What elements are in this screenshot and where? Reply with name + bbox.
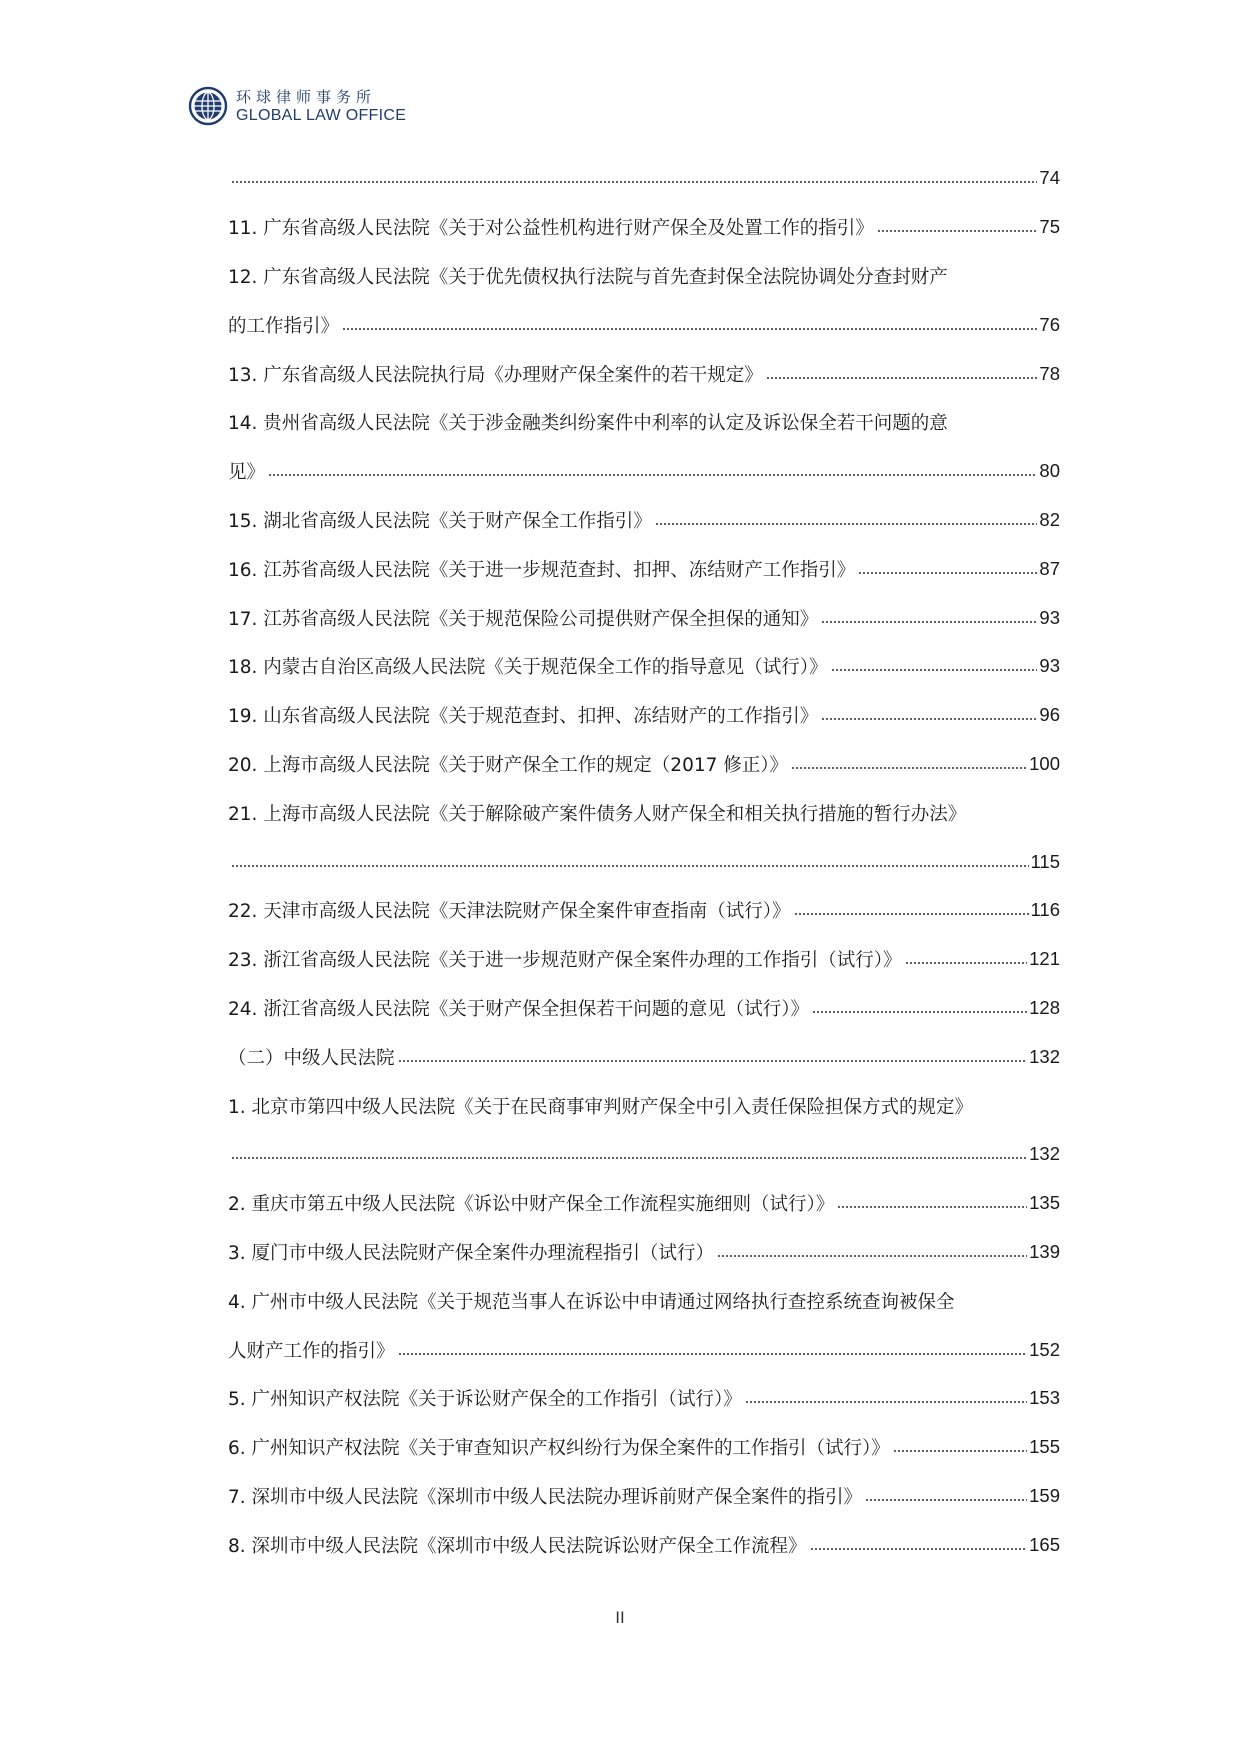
toc-page-number: 115: [1030, 850, 1060, 872]
toc-page-number: 132: [1029, 1143, 1060, 1165]
toc-page-number: 80: [1039, 460, 1060, 482]
toc-entry-title: 11. 广东省高级人民法院《关于对公益性机构进行财产保全及处置工作的指引》: [228, 218, 874, 240]
toc-entry-title: 16. 江苏省高级人民法院《关于进一步规范查封、扣押、冻结财产工作指引》: [228, 559, 856, 581]
toc-entry[interactable]: [228, 1472, 1060, 1521]
toc-entry[interactable]: [228, 1032, 1060, 1081]
toc-entry[interactable]: [228, 1423, 1060, 1472]
toc-entry[interactable]: [228, 642, 1060, 691]
toc-entry[interactable]: [228, 1276, 1060, 1325]
toc-entry-title: 20. 上海市高级人民法院《关于财产保全工作的规定（2017 修正）》: [228, 754, 789, 776]
toc-leader-dots: [342, 328, 1037, 330]
toc-entry-title: 5. 广州知识产权法院《关于诉讼财产保全的工作指引（试行）》: [228, 1389, 742, 1411]
toc-leader-dots: [398, 1060, 1028, 1062]
page-number: II: [615, 1608, 625, 1627]
logo-english-name: GLOBAL LAW OFFICE: [236, 106, 407, 124]
toc-entry[interactable]: [228, 1520, 1060, 1569]
toc-entry-title: 23. 浙江省高级人民法院《关于进一步规范财产保全案件办理的工作指引（试行）》: [228, 950, 902, 972]
toc-leader-dots: [810, 1548, 1028, 1550]
toc-page-number: 78: [1039, 362, 1060, 384]
toc-entry-title: 15. 湖北省高级人民法院《关于财产保全工作指引》: [228, 510, 652, 532]
toc-entry[interactable]: [228, 1325, 1060, 1374]
toc-entry[interactable]: [228, 984, 1060, 1033]
toc-page-number: 135: [1029, 1192, 1060, 1214]
toc-entry-title: 3. 厦门市中级人民法院财产保全案件办理流程指引（试行）: [228, 1242, 715, 1264]
toc-entry[interactable]: [228, 154, 1060, 203]
toc-entry[interactable]: [228, 935, 1060, 984]
globe-icon: [188, 86, 228, 126]
toc-page-number: 93: [1039, 606, 1060, 628]
toc-entry[interactable]: [228, 740, 1060, 789]
toc-entry-title: 8. 深圳市中级人民法院《深圳市中级人民法院诉讼财产保全工作流程》: [228, 1535, 807, 1557]
toc-page-number: 76: [1039, 313, 1060, 335]
toc-entry-title: 见》: [228, 462, 266, 484]
toc-page-number: 165: [1029, 1533, 1060, 1555]
toc-entry-title: 4. 广州市中级人民法院《关于规范当事人在诉讼中申请通过网络执行查控系统查询被保全: [228, 1291, 955, 1313]
toc-leader-dots: [858, 572, 1037, 574]
toc-page-number: 132: [1029, 1045, 1060, 1067]
toc-entry-title: 13. 广东省高级人民法院执行局《办理财产保全案件的若干规定》: [228, 364, 763, 386]
toc-page-number: 96: [1039, 704, 1060, 726]
toc-entry[interactable]: [228, 496, 1060, 545]
toc-page-number: 121: [1029, 948, 1060, 970]
toc-leader-dots: [745, 1401, 1027, 1403]
toc-entry[interactable]: [228, 1081, 1060, 1130]
toc-entry-title: 2. 重庆市第五中级人民法院《诉讼中财产保全工作流程实施细则（试行）》: [228, 1194, 835, 1216]
toc-entry-title: 22. 天津市高级人民法院《天津法院财产保全案件审查指南（试行）》: [228, 901, 791, 923]
toc-leader-dots: [893, 1450, 1027, 1452]
toc-entry[interactable]: [228, 1130, 1060, 1179]
toc-leader-dots: [398, 1353, 1028, 1355]
toc-entry-title: 14. 贵州省高级人民法院《关于涉金融类纠纷案件中利率的认定及诉讼保全若干问题的意: [228, 413, 948, 435]
table-of-contents: [228, 154, 1060, 1569]
toc-entry[interactable]: [228, 300, 1060, 349]
toc-page-number: 155: [1029, 1436, 1060, 1458]
toc-entry[interactable]: [228, 788, 1060, 837]
toc-leader-dots: [231, 1157, 1027, 1159]
toc-entry[interactable]: [228, 1228, 1060, 1277]
toc-entry[interactable]: [228, 252, 1060, 301]
toc-entry[interactable]: [228, 398, 1060, 447]
toc-entry[interactable]: [228, 691, 1060, 740]
toc-leader-dots: [905, 962, 1028, 964]
toc-page-number: 116: [1030, 899, 1060, 921]
toc-entry-title: 24. 浙江省高级人民法院《关于财产保全担保若干问题的意见（试行）》: [228, 998, 810, 1020]
toc-page-number: 139: [1029, 1240, 1060, 1262]
toc-page-number: 100: [1029, 752, 1060, 774]
toc-leader-dots: [794, 913, 1029, 915]
toc-entry-title: 21. 上海市高级人民法院《关于解除破产案件债务人财产保全和相关执行措施的暂行办法》: [228, 803, 967, 825]
toc-entry-title: 19. 山东省高级人民法院《关于规范查封、扣押、冻结财产的工作指引》: [228, 706, 819, 728]
toc-page-number: 82: [1039, 508, 1060, 530]
toc-entry[interactable]: [228, 1374, 1060, 1423]
toc-entry[interactable]: [228, 203, 1060, 252]
toc-leader-dots: [812, 1011, 1027, 1013]
toc-entry-title: 6. 广州知识产权法院《关于审查知识产权纠纷行为保全案件的工作指引（试行）》: [228, 1438, 890, 1460]
toc-entry[interactable]: [228, 837, 1060, 886]
toc-entry-title: 的工作指引》: [228, 315, 340, 337]
toc-leader-dots: [231, 181, 1037, 183]
toc-entry[interactable]: [228, 1179, 1060, 1228]
toc-leader-dots: [837, 1206, 1027, 1208]
toc-leader-dots: [766, 377, 1038, 379]
toc-leader-dots: [791, 767, 1027, 769]
toc-entry-title: 18. 内蒙古自治区高级人民法院《关于规范保全工作的指导意见（试行）》: [228, 657, 828, 679]
toc-entry[interactable]: [228, 886, 1060, 935]
toc-entry-title: （二）中级人民法院: [228, 1047, 395, 1069]
toc-page-number: 128: [1029, 996, 1060, 1018]
toc-entry[interactable]: [228, 447, 1060, 496]
toc-page-number: 93: [1039, 655, 1060, 677]
toc-leader-dots: [655, 523, 1038, 525]
toc-entry-title: 12. 广东省高级人民法院《关于优先债权执行法院与首先查封保全法院协调处分查封财产: [228, 266, 948, 288]
toc-entry[interactable]: [228, 349, 1060, 398]
header-logo: [188, 84, 406, 128]
toc-page-number: 152: [1029, 1338, 1060, 1360]
toc-leader-dots: [717, 1255, 1027, 1257]
logo-text: [236, 88, 406, 125]
toc-entry-title: 人财产工作的指引》: [228, 1340, 395, 1362]
toc-leader-dots: [268, 474, 1037, 476]
toc-leader-dots: [821, 718, 1037, 720]
toc-page-number: 153: [1029, 1387, 1060, 1409]
toc-page-number: 159: [1029, 1484, 1060, 1506]
toc-entry[interactable]: [228, 544, 1060, 593]
toc-leader-dots: [865, 1499, 1027, 1501]
toc-page-number: 74: [1039, 167, 1060, 189]
toc-entry[interactable]: [228, 593, 1060, 642]
toc-entry-title: 7. 深圳市中级人民法院《深圳市中级人民法院办理诉前财产保全案件的指引》: [228, 1486, 863, 1508]
toc-leader-dots: [231, 865, 1029, 867]
toc-page-number: 87: [1039, 557, 1060, 579]
toc-leader-dots: [821, 621, 1037, 623]
toc-leader-dots: [877, 230, 1038, 232]
toc-page-number: 75: [1039, 216, 1060, 238]
toc-leader-dots: [831, 669, 1038, 671]
toc-entry-title: 1. 北京市第四中级人民法院《关于在民商事审判财产保全中引入责任保险担保方式的规定》: [228, 1096, 974, 1118]
logo-chinese-name: 环球律师事务所: [236, 87, 377, 106]
toc-entry-title: 17. 江苏省高级人民法院《关于规范保险公司提供财产保全担保的通知》: [228, 608, 819, 630]
